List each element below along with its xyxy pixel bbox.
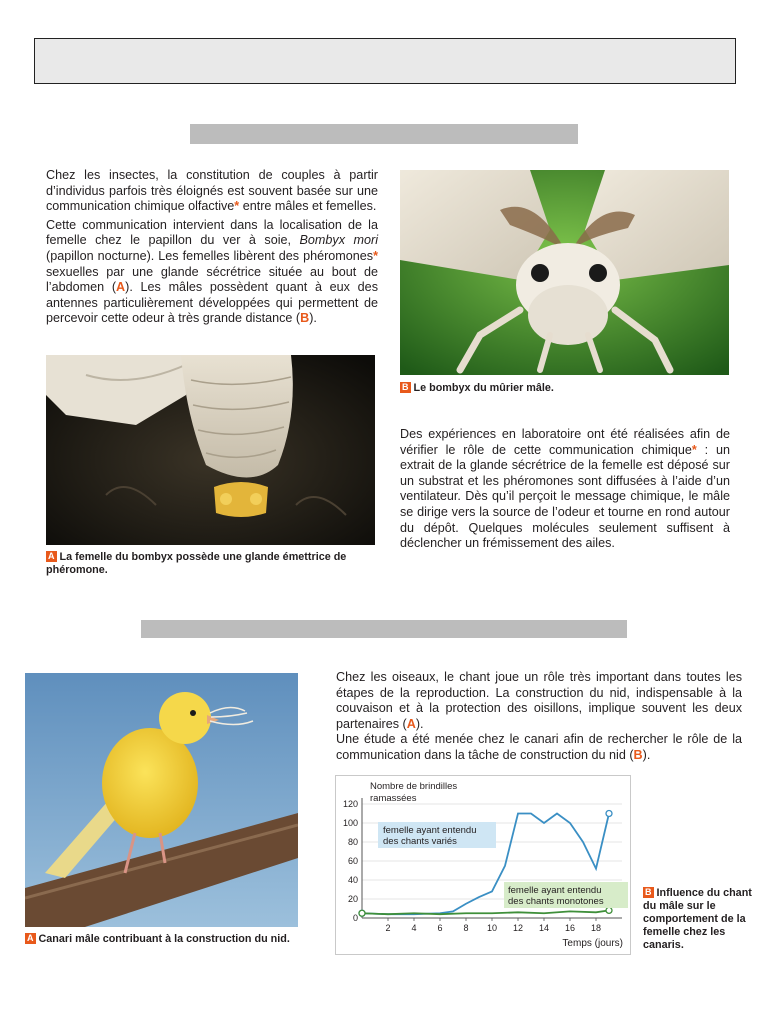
section-1-intro <box>46 168 378 327</box>
section-2-title-band <box>141 620 627 638</box>
x-axis-label: Temps (jours) <box>562 938 623 949</box>
x-tick-label: 16 <box>564 923 576 933</box>
photo-canary <box>25 673 298 927</box>
series-label-varies-line2: des chants variés <box>383 836 457 847</box>
y-tick-label: 100 <box>342 818 358 828</box>
photo-male-bombyx-caption: B Le bombyx du mûrier mâle. <box>402 382 554 394</box>
y-tick-label: 40 <box>347 875 358 885</box>
section-2-paragraph-1: Chez les oiseaux, le chant joue un rôle très important dans toutes les étapes de la reproduction. La construction du nid, indispensable à la couvaison et à la protection des oisillons, implique souvent les deux partenaires (A). <box>336 670 742 731</box>
brindilles-chart <box>335 775 631 955</box>
page-title-box <box>34 38 736 84</box>
series-endpoint <box>606 811 612 817</box>
y-tick-label: 60 <box>347 856 358 866</box>
x-tick-label: 8 <box>463 923 469 933</box>
experiment-paragraph: Des expériences en laboratoire ont été réalisées afin de vérifier le rôle de cette communication chimique* : un extrait de la glande sécrétrice de la femelle est déposé sur un substrat et les phéromones sont diffusées à l’aide d’un ventilateur. Dès qu’il perçoit le message chimique, le mâle se dirige vers la source de l’odeur et tourne en rond autour du dépôt. Quelques molécules seulement suffisent à déclencher un frémissement des ailes. <box>400 427 730 551</box>
series-endpoint <box>606 907 612 913</box>
y-axis-label-line2: ramassées <box>370 793 417 804</box>
x-tick-label: 12 <box>512 923 524 933</box>
x-tick-label: 4 <box>411 923 417 933</box>
intro-paragraph-1: Chez les insectes, la constitution de couples à partir d’individus parfois très éloignés est souvent basée sur une communication chimique olfactive* entre mâles et femelles. <box>46 168 378 214</box>
section-2-intro <box>336 670 742 764</box>
x-tick-label: 6 <box>437 923 443 933</box>
intro-paragraph-2: Cette communication intervient dans la localisation de la femelle chez le papillon du ver à soie, Bombyx mori (papillon nocturne). Les femelles libèrent des phéromones* sexuelles par une glande sécrétrice située au bout de l’abdomen (A). Les mâles possèdent quant à eux des antennes particulièrement développées qui permettent de percevoir cette odeur à très grande distance (B). <box>46 217 378 326</box>
x-tick-label: 18 <box>590 923 602 933</box>
x-tick-label: 14 <box>538 923 550 933</box>
series-label-varies-line1: femelle ayant entendu <box>383 825 477 836</box>
photo-female-bombyx-gland <box>46 355 375 545</box>
x-tick-label: 10 <box>486 923 498 933</box>
y-axis-label-line1: Nombre de brindilles <box>370 781 458 792</box>
chart-caption: B Influence du chant du mâle sur le comportement de la femelle chez les canaris. <box>643 887 752 951</box>
series-endpoint <box>359 910 365 916</box>
x-tick-label: 2 <box>385 923 391 933</box>
series-label-monotones-line2: des chants monotones <box>508 896 604 907</box>
section-1-title-band <box>190 124 578 144</box>
photo-female-bombyx-caption: A La femelle du bombyx possède une glande émettrice de phéromone. <box>46 551 347 576</box>
section-2-paragraph-2: Une étude a été menée chez le canari afin de rechercher le rôle de la communication dans la tâche de construction du nid (B). <box>336 732 742 762</box>
series-label-monotones-line1: femelle ayant entendu <box>508 885 602 896</box>
y-tick-label: 80 <box>347 837 358 847</box>
chart-canvas <box>336 776 632 956</box>
y-tick-label: 0 <box>352 913 358 923</box>
y-tick-label: 20 <box>347 894 358 904</box>
y-tick-label: 120 <box>342 799 358 809</box>
photo-male-bombyx <box>400 170 729 375</box>
series-line-chants-monotones <box>362 910 609 914</box>
photo-canary-caption: A Canari mâle contribuant à la construction du nid. <box>27 933 290 945</box>
